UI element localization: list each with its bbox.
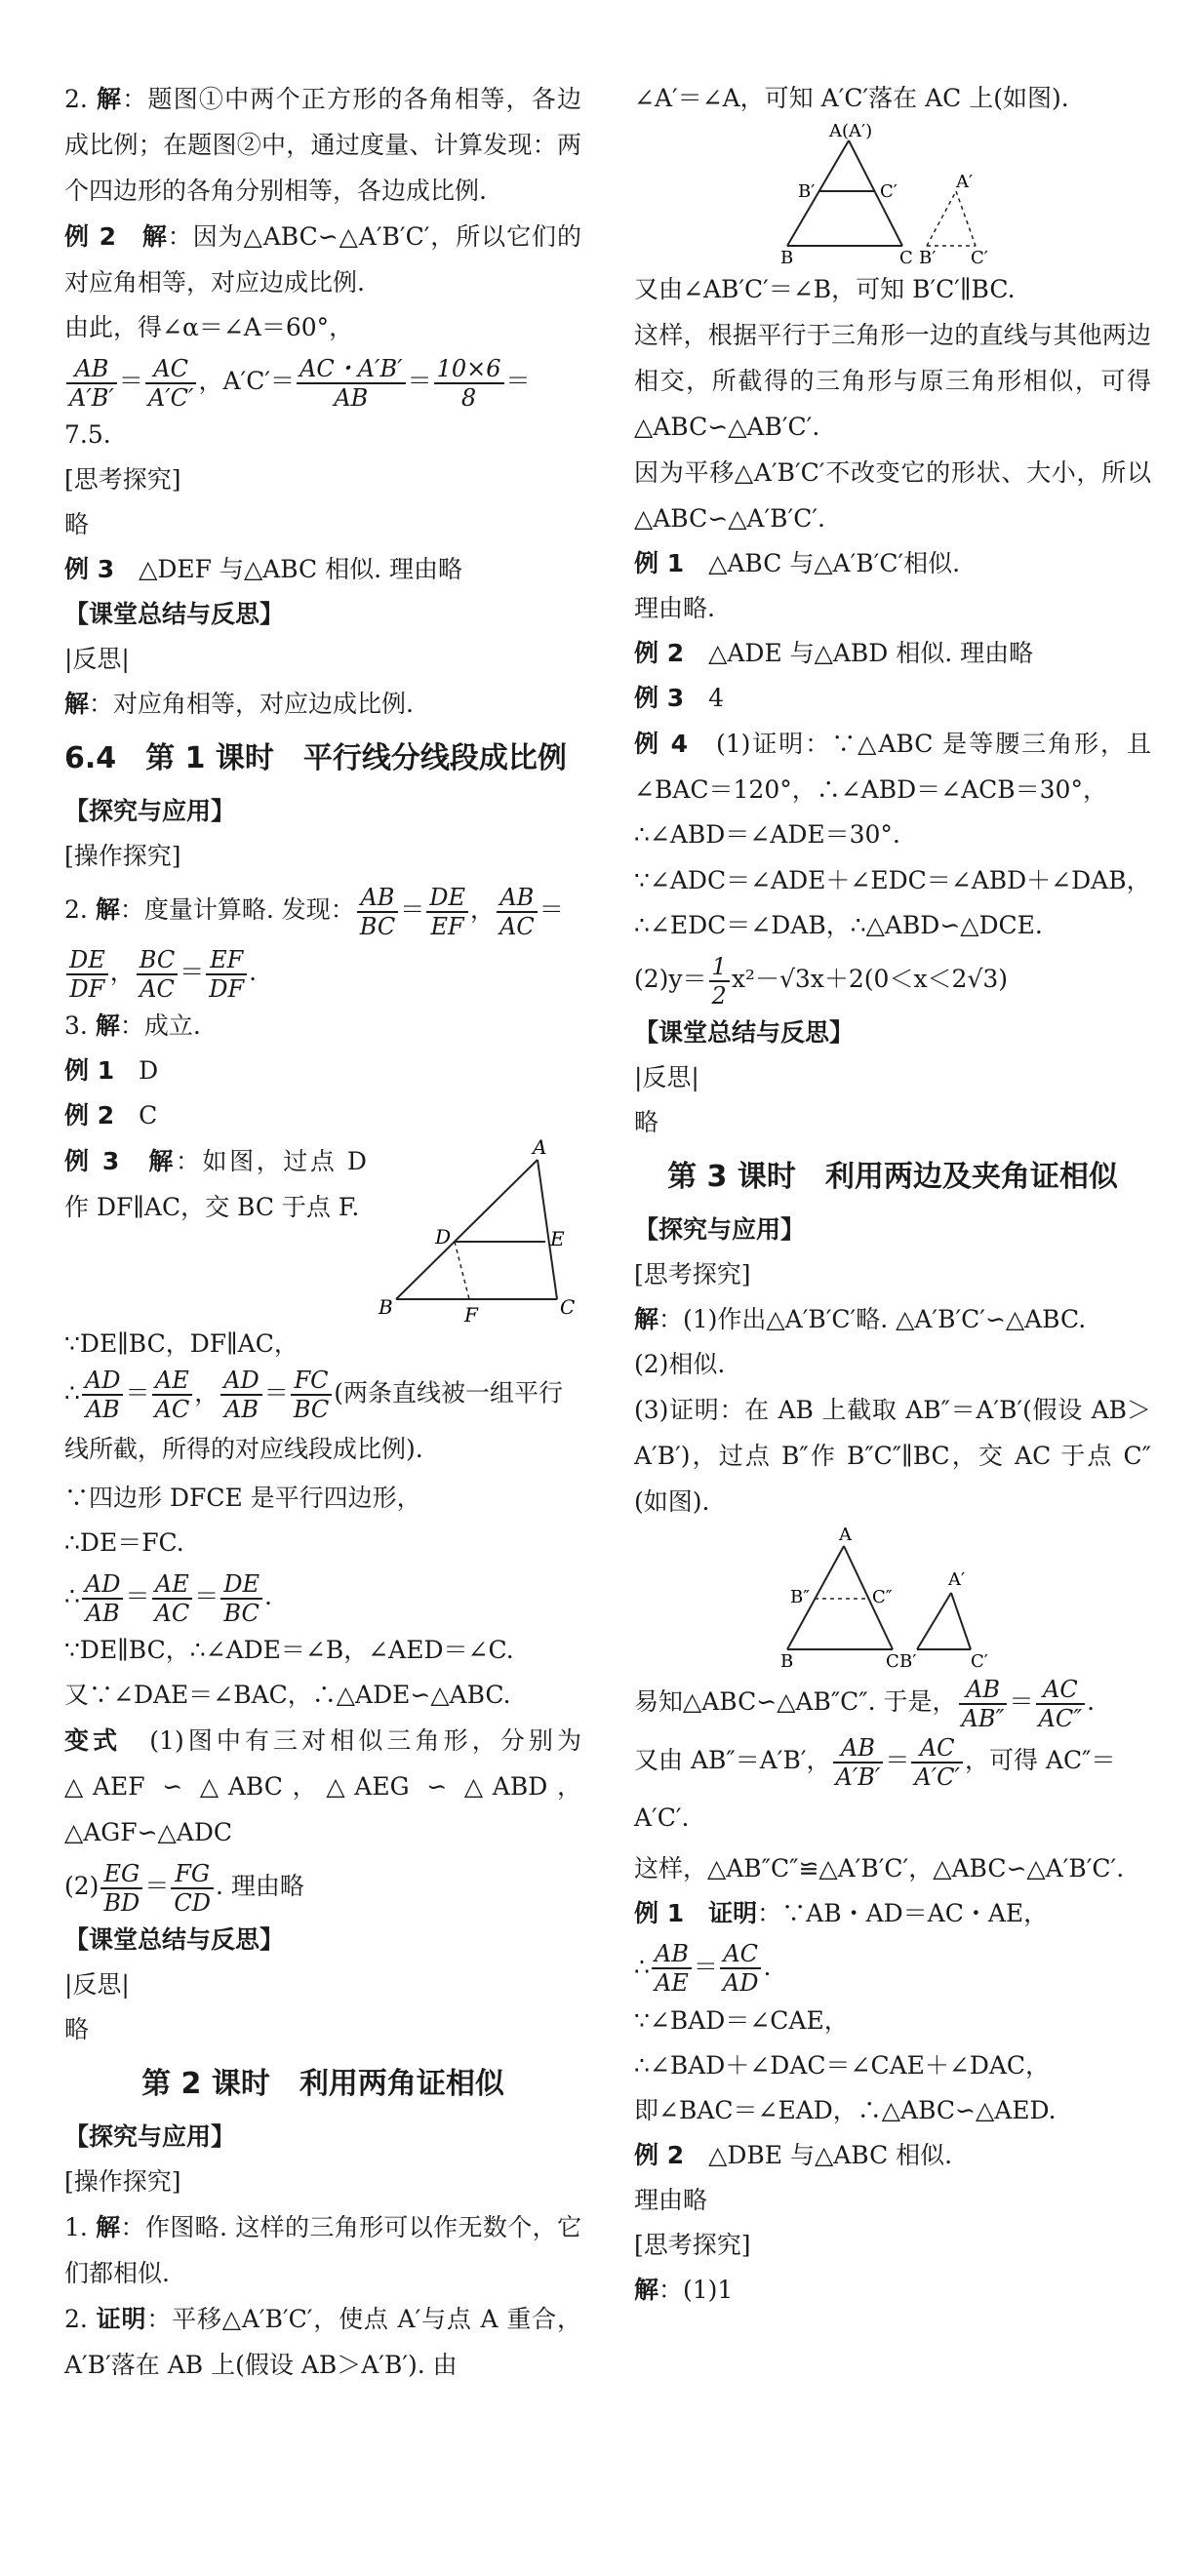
example-1: 例 1 △ABC 与△A′B′C′相似. xyxy=(634,549,961,577)
omitted-text: 略 xyxy=(634,1108,659,1136)
lesson3-example-1-line4: 即∠BAC＝∠EAD，∴△ABC∽△AED. xyxy=(634,2095,1057,2124)
op-explore-label-2: [操作探究] xyxy=(64,2167,181,2196)
example-4-line3: ∵∠ADC＝∠ADE＋∠EDC＝∠ABD＋∠DAB， xyxy=(634,866,1151,894)
svg-text:B′: B′ xyxy=(919,248,937,267)
example-3-ratio: ∴ $\frac{AD}{AB}$ ＝ $\frac{AE}{AC}$ ， $\frac{AD}{AB}$ ＝ $\frac{FC}{BC}$ (两条直线被一组平行线所截，所得的对应线段成比例). xyxy=(64,1367,564,1463)
summary-label-2: 【课堂总结与反思】 xyxy=(64,1925,285,1954)
example-2: 例 2 解：因为△ABC∽△A′B′C′，所以它们的对应角相等，对应边成比例. xyxy=(64,222,581,297)
example-2-line: 由此，得∠α＝∠A＝60°， xyxy=(64,313,354,341)
section-title-lesson-2: 第 2 课时 利用两角证相似 xyxy=(141,2067,504,2101)
svg-text:C′: C′ xyxy=(971,248,988,267)
op-answer-2: 2. 解：题图①中两个正方形的各角相等，各边成比例；在题图②中，通过度量、计算发现：两个四边形的各角分别相等，各边成比例. xyxy=(64,85,581,205)
svg-text:B: B xyxy=(780,248,794,267)
example-1-reason: 理由略. xyxy=(634,594,715,622)
explore-label-2: 【探究与应用】 xyxy=(64,2122,236,2151)
lesson3-answer-1: 解：(1)作出△A′B′C′略. △A′B′C′∽△ABC. xyxy=(634,1305,1087,1333)
lesson3-example-2: 例 2 △DBE 与△ABC 相似. xyxy=(634,2140,953,2169)
example-3-figure-block xyxy=(64,1138,581,1322)
reflect-label: |反思| xyxy=(64,645,130,673)
svg-text:F: F xyxy=(464,1303,478,1324)
example-3-line3: ∵四边形 DFCE 是平行四边形， xyxy=(64,1484,421,1512)
lesson3-example-1: 例 1 证明：∵AB・AD＝AC・AE， xyxy=(634,1898,1049,1927)
example-3-line1: ∵DE∥BC，DF∥AC， xyxy=(64,1329,299,1358)
op-2-answer: 2. 解：度量计算略. 发现： $\frac{AB}{BC}$ ＝ $\frac{DE}{EF}$ ， $\frac{AB}{AC}$ ＝ xyxy=(64,883,564,940)
triangle-parallel-figure xyxy=(377,1138,591,1324)
lesson3-congruent: 这样，△AB″C″≌△A′B′C′，△ABC∽△A′B′C′. xyxy=(634,1853,1125,1882)
right-column xyxy=(634,76,1151,2313)
svg-text:C″: C″ xyxy=(872,1587,893,1607)
svg-text:C′: C′ xyxy=(880,181,898,202)
explore-label: 【探究与应用】 xyxy=(634,1215,806,1244)
proof-line-3: 这样，根据平行于三角形一边的直线与其他两边相交，所截得的三角形与原三角形相似，可得△ABC∽△AB′C′. xyxy=(634,321,1151,441)
summary-label: 【课堂总结与反思】 xyxy=(634,1018,855,1047)
section-title-6-4: 6.4 第 1 课时 平行线分线段成比例 xyxy=(64,741,567,775)
op-explore-label: [操作探究] xyxy=(64,842,181,870)
svg-text:E: E xyxy=(550,1227,565,1250)
svg-text:C: C xyxy=(899,248,913,267)
think-explore-label: [思考探究] xyxy=(634,1260,751,1288)
example-3-line4: ∴DE＝FC. xyxy=(64,1528,184,1557)
svg-text:B″: B″ xyxy=(790,1587,810,1607)
example-3-ratio2: ∴ $\frac{AD}{AB}$ ＝ $\frac{AE}{AC}$ ＝ $\frac{DE}{BC}$ . xyxy=(64,1569,272,1627)
think-explore-label: [思考探究] xyxy=(64,465,181,494)
svg-text:C′: C′ xyxy=(971,1651,988,1671)
example-3: 例 3 △DEF 与△ABC 相似. 理由略 xyxy=(64,555,463,583)
proof-line-4: 因为平移△A′B′C′不改变它的形状、大小，所以△ABC∽△A′B′C′. xyxy=(634,458,1151,533)
example-1-answer: 例 1 D xyxy=(64,1056,159,1085)
proof-line-1: ∠A′＝∠A，可知 A′C′落在 AC 上(如图). xyxy=(634,84,1069,112)
example-3-line6: 又∵∠DAE＝∠BAC，∴△ADE∽△ABC. xyxy=(64,1681,511,1709)
lesson2-answer-1: 1. 解：作图略. 这样的三角形可以作无数个，它们都相似. xyxy=(64,2213,581,2287)
svg-text:B′: B′ xyxy=(899,1651,917,1671)
summary-label: 【课堂总结与反思】 xyxy=(64,600,285,628)
svg-text:C: C xyxy=(560,1295,576,1319)
lesson3-ratio-2: 又由 AB″＝A′B′， $\frac{AB}{A'B'}$ ＝ $\frac{AC}{A'C'}$ ，可得 AC″＝A′C′. xyxy=(634,1733,1116,1832)
example-2-answer: 例 2 C xyxy=(64,1101,158,1129)
reflect-label: |反思| xyxy=(634,1063,699,1091)
example-4-line5: (2)y＝ $\frac{1}{2}$ x²－√3x＋2(0＜x＜2√3) xyxy=(634,952,1009,1010)
last-answer: 解：(1)1 xyxy=(634,2275,734,2304)
omitted-text-2: 略 xyxy=(64,2015,90,2043)
example-2-result: 7.5. xyxy=(64,420,111,449)
svg-text:A′: A′ xyxy=(948,1569,966,1590)
section-title-lesson-3: 第 3 课时 利用两边及夹角证相似 xyxy=(667,1160,1118,1194)
example-4-line4: ∴∠EDC＝∠DAB，∴△ABD∽△DCE. xyxy=(634,911,1043,939)
think-explore-label-2: [思考探究] xyxy=(634,2230,751,2259)
example-4: 例 4 (1)证明：∵△ABC 是等腰三角形，且∠BAC＝120°，∴∠ABD＝∠ACB＝30°， xyxy=(634,730,1151,804)
example-2-equation: $\frac{AB}{A'B'}$ ＝ $\frac{AC}{A'C'}$ ，A′C′＝ $\frac{AC・A'B'}{AB}$ ＝ $\frac{10\times 6}{8}$ ＝ xyxy=(64,350,581,413)
lesson2-answer-2: 2. 证明：平移△A′B′C′，使点 A′与点 A 重合，A′B′落在 AB 上(假设 AB＞A′B′). 由 xyxy=(64,2305,581,2379)
translation-figure xyxy=(634,121,1151,267)
proof-line-2: 又由∠AB′C′＝∠B，可知 B′C′∥BC. xyxy=(634,275,1016,303)
svg-text:C: C xyxy=(886,1651,899,1671)
variation-2: (2) $\frac{EG}{BD}$ ＝ $\frac{FG}{CD}$ . 理由略 xyxy=(64,1859,304,1917)
lesson3-ratio-1: 易知△ABC∽△AB″C″. 于是， $\frac{AB}{AB''}$ ＝ $\frac{AC}{AC''}$ . xyxy=(634,1675,1096,1732)
reflect-label-2: |反思| xyxy=(64,1970,130,1999)
svg-text:A: A xyxy=(839,1525,852,1545)
op-3-answer: 3. 解：成立. xyxy=(64,1011,201,1040)
svg-text:B: B xyxy=(379,1295,393,1319)
lesson3-example-1-line3: ∴∠BAD＋∠DAC＝∠CAE＋∠DAC， xyxy=(634,2050,1051,2080)
left-column xyxy=(64,76,581,2388)
svg-text:B′: B′ xyxy=(798,181,816,202)
explore-label: 【探究与应用】 xyxy=(64,797,236,825)
reflect-answer: 解：对应角相等，对应边成比例. xyxy=(64,690,414,718)
svg-text:D: D xyxy=(435,1225,452,1248)
example-2: 例 2 △ADE 与△ABD 相似. 理由略 xyxy=(634,639,1034,667)
lesson3-answer-3: (3)证明：在 AB 上截取 AB″＝A′B′(假设 AB＞A′B′)，过点 B″作 B″C″∥BC，交 AC 于点 C″(如图). xyxy=(634,1396,1151,1516)
lesson3-example-1-ratio: ∴ $\frac{AB}{AE}$ ＝ $\frac{AC}{AD}$ . xyxy=(634,1940,772,1997)
lesson3-example-1-line2: ∵∠BAD＝∠CAE， xyxy=(634,2005,849,2035)
op-2-answer-cont: $\frac{DE}{DF}$ ， $\frac{BC}{AC}$ ＝ $\frac{EF}{DF}$ . xyxy=(64,941,581,1004)
omitted-text: 略 xyxy=(64,510,90,538)
svg-text:A(A′): A(A′) xyxy=(829,121,873,141)
example-3: 例 3 4 xyxy=(634,684,725,712)
variation-1: 变式 (1)图中有三对相似三角形，分别为△AEF ∽ △ABC，△AEG ∽ △ABD，△AGF∽△ADC xyxy=(64,1726,581,1846)
svg-text:A: A xyxy=(533,1138,547,1159)
sas-similarity-figure xyxy=(634,1525,1151,1671)
example-3-line5: ∵DE∥BC，∴∠ADE＝∠B，∠AED＝∠C. xyxy=(64,1636,514,1664)
svg-text:B: B xyxy=(780,1651,794,1671)
lesson3-answer-2: (2)相似. xyxy=(634,1350,726,1378)
example-4-line2: ∴∠ABD＝∠ADE＝30°. xyxy=(634,820,900,849)
example-3-solution: 例 3 解：如图，过点 D 作 DF∥AC，交 BC 于点 F. xyxy=(64,1147,367,1221)
svg-text:A′: A′ xyxy=(956,172,974,192)
lesson3-example-2-reason: 理由略 xyxy=(634,2185,708,2214)
